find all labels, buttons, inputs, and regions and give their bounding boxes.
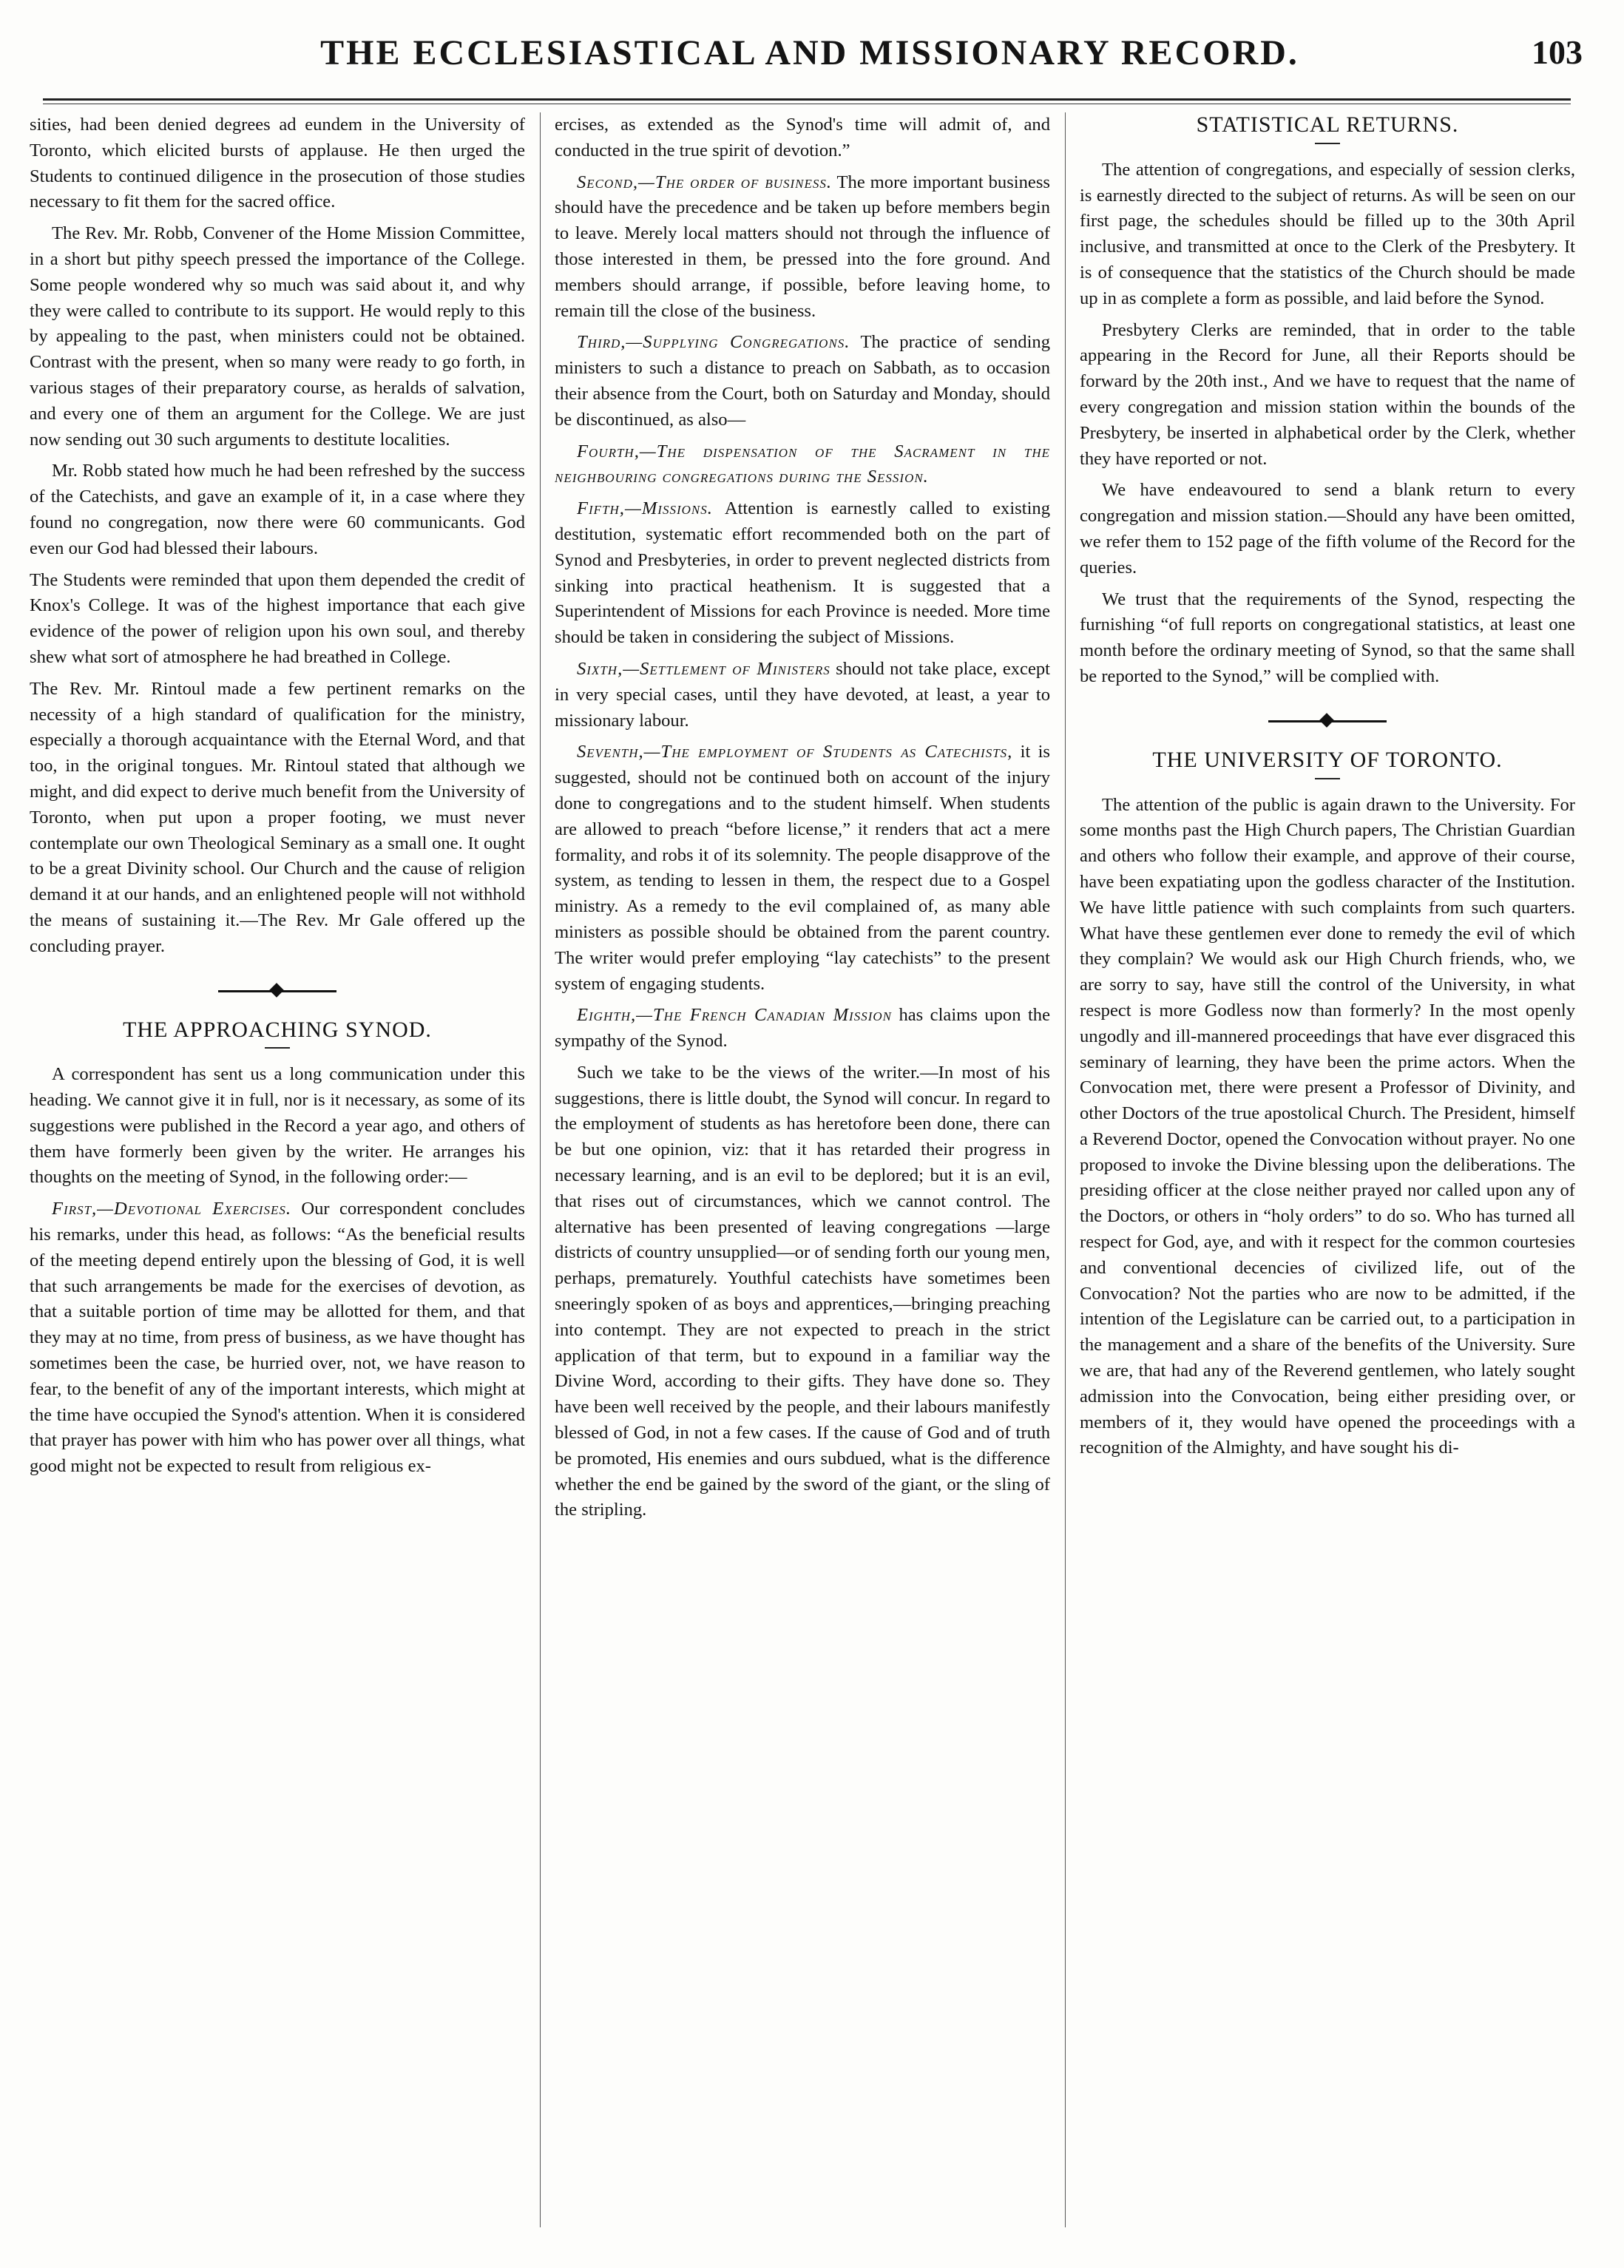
column-1 xyxy=(30,112,525,2242)
heading-rule xyxy=(1315,143,1340,144)
article-paragraph xyxy=(555,657,1050,734)
article-paragraph: ercises, as extended as the Synod's time will admit of, and conducted in the true spirit of devotion.” xyxy=(555,115,1050,160)
article-paragraph: Such we take to be the views of the writer.—In most of his suggestions, there is little doubt, the Synod will concur. In regard to the employment of students as has heretofore been done, there can be but one opinion, viz: that it has retarded their progress in necessary learning, and is an evil to be deplored; but it is an evil, that rises out of circumstances, which we cannot control. The alternative has been presented of leaving congregations —large districts of country unsupplied—or of sending forth our young men, perhaps, prematurely. Youthful catechists have sometimes been sneeringly spoken of as boys and apprentices,—bringing preaching into contempt. They are not expected to preach in the strict application of that term, but to expound in a familiar way the Divine Word, according to their gifts. They have done so. They have been well received by the people, and their labours manifestly blessed of God, in not a few cases. If the cause of God and of truth be promoted, His enemies and ours subdued, what is the difference whether the end be gained by the sword of the giant, or the sling of the stripling. xyxy=(555,1062,1050,1520)
heading-rule xyxy=(265,1047,290,1049)
article-paragraph: The Rev. Mr. Robb, Convener of the Home Mission Committee, in a short but pithy speech pressed the importance of the College. Some people wondered why so much was said about it, and why they were called to contribute to its support. He would reply to this by appealing to the past, when ministers could not be obtained. Contrast with the present, when so many were ready to go forth, in various stages of their preparatory course, as heralds of salvation, and every one of them an argument for the College. We are just now sending out 30 such arguments to destitute localities. xyxy=(30,223,525,450)
heading-rule xyxy=(1315,778,1340,779)
article-paragraph: We trust that the requirements of the Synod, respecting the furnishing “of full reports on congregational statistics, at least one month before the ordinary meeting of Synod, so that the same shall be reported to the Synod,” will be complied with. xyxy=(1080,589,1575,686)
masthead-rule xyxy=(43,98,1571,104)
column-3 xyxy=(1080,112,1575,2242)
article-paragraph xyxy=(555,496,1050,651)
section-heading: STATISTICAL RETURNS. xyxy=(1196,112,1459,137)
item-label: Third,—Supplying Congregations. xyxy=(577,332,850,353)
column-divider xyxy=(540,112,541,2227)
article-paragraph xyxy=(555,170,1050,325)
article-paragraph xyxy=(555,439,1050,491)
article-paragraph: A correspondent has sent us a long communication under this heading. We cannot give it in full, nor is it necessary, as some of its suggestions were published in the Record a year ago, and others of them have formerly been given by the writer. He arranges his thoughts on the meeting of Synod, in the following order:— xyxy=(30,1064,525,1188)
item-label: Fifth,—Missions. xyxy=(577,498,713,519)
item-text: should not take place, except in very special cases, until they have devoted, at least, a year to missionary labour. xyxy=(555,658,1050,731)
masthead xyxy=(30,33,1590,89)
item-label: Eighth,—The French Canadian Mission xyxy=(577,1005,892,1026)
item-text: it is suggested, should not be continued both on account of the injury done to congregations and to the student himself. When students are allowed to preach “before license,” it renders that act a mere formality, and robs it of its solemnity. The people disapprove of the system, as tending to lessen in them, the respect due to a Gospel ministry. As a remedy to the evil complained of, as many able ministers as possible should be obtained from the parent country. The writer would prefer employing “lay catechists” to the present system of engaging students. xyxy=(555,742,1050,994)
article-paragraph: The attention of the public is again drawn to the University. For some months past the High Church papers, The Christian Guardian and others who follow their example, and approve of their course, have been expatiating upon the godless character of the Institution. We have little patience with such complaints from such quarters. What have these gentlemen ever done to remedy the evil of which they complain? We would ask our High Church friends, who, we are sorry to say, have still the control of the University, in what respect is more Godless now than formerly? In the most openly ungodly and ill-mannered proceedings that have ever disgraced this seminary of learning, they have been the prime actors. When the Convocation met, there were present a Professor of Divinity, and other Doctors of the true apostolical Church. The President, himself a Reverend Doctor, opened the Convocation without prayer. No one proposed to invoke the Divine blessing upon the deliberations. The presiding officer at the close neither prayed nor called upon any of the Doctors, or others in “holy orders” to do so. Who has turned all respect for God, aye, and with it respect for the common courtesies and conventional decencies of civilized life, out of the Convocation? Not the parties who are now to be admitted, if the intention of the Legislature can be carried out, to a participation in the management and a share of the benefits of the University. Sure we are, that had any of the Reverend gentlemen, who lately sought admission into the Convocation, being either presiding over, or members of it, they would have opened the proceedings with a recognition of the Almighty, and have sought his di- xyxy=(1080,794,1575,1458)
item-text: The more important business should have the precedence and be taken up before members begin to leave. Merely local matters should not through the influence of those interested in them, be pressed into the fore ground. And members should arrange, if possible, before leaving home, to remain till the close of the business. xyxy=(555,172,1050,321)
article-paragraph xyxy=(555,1003,1050,1055)
section-heading: THE APPROACHING SYNOD. xyxy=(123,1017,432,1042)
page-number: 103 xyxy=(1532,33,1583,71)
item-label: Sixth,—Settlement of Ministers xyxy=(577,658,830,679)
article-paragraph: The attention of congregations, and especially of session clerks, is earnestly directed to the subject of returns. As will be seen on our first page, the schedules should be filled up to the 30th April inclusive, and transmitted at once to the Clerk of the Presbytery. It is of consequence that the statistics of the Church should be made up in as complete a form as possible, and laid before the Synod. xyxy=(1080,159,1575,308)
item-text: Attention is earnestly called to existing destitution, systematic effort recommended both on the part of Synod and Presbyteries, in order to prevent neglected districts from sinking into practical heathenism. It is suggested that a Superintendent of Missions for each Province is needed. More time should be taken in considering the subject of Missions. xyxy=(555,498,1050,648)
article-paragraph xyxy=(30,1196,525,1480)
article-paragraph: Mr. Robb stated how much he had been refreshed by the success of the Catechists, and gave an example of it, in a case where they found no congregation, now there were 60 communicants. God even our God had blessed their labours. xyxy=(30,461,525,558)
item-label: Seventh,—The employment of Students as Catechists, xyxy=(577,742,1013,762)
item-text: has claims upon the sympathy of the Synod. xyxy=(555,1005,1050,1052)
column-divider xyxy=(1065,112,1066,2227)
item-label: Second,—The order of business. xyxy=(577,172,833,192)
article-paragraph: Presbytery Clerks are reminded, that in order to the table appearing in the Record for June, all their Reports should be forward by the 20th inst., And we have to request that the name of every congregation and mission station within the bounds of the Presbytery, be inserted in alphabetical order by the Clerk, whether they have reported or not. xyxy=(1080,319,1575,469)
item-text: Our correspondent concludes his remarks, under this head, as follows: “As the beneficial results of the meeting depend entirely upon the blessing of God, it is well that such arrangements be made for the exercises of devotion, as that a suitable portion of time may be allotted for them, and that they may at no time, from press of business, as we have thought has sometimes been the case, be hurried over, not, we have reason to fear, to the benefit of any of the important interests, which might at the time have occupied the Synod's attention. When it is considered that prayer has power with him who has power over all things, what good might not be expected to result from religious ex- xyxy=(30,1199,525,1477)
section-ornament xyxy=(218,982,336,1000)
item-text: The practice of sending ministers to such a distance to preach on Sabbath, as to occasion their absence from the Court, both on Saturday and Monday, should be discontinued, as also— xyxy=(555,332,1050,430)
item-label: First,—Devotional Exercises. xyxy=(52,1199,291,1219)
item-label: Fourth,—The dispensation of the Sacrament in the neighbouring congregations during the Session. xyxy=(555,441,1050,487)
article-paragraph xyxy=(555,330,1050,433)
column-2 xyxy=(555,112,1050,2242)
section-ornament xyxy=(1268,712,1387,730)
article-paragraph xyxy=(555,739,1050,997)
article-paragraph: We have endeavoured to send a blank return to every congregation and mission station.—Should any have been omitted, we refer them to 152 page of the fifth volume of the Record for the queries. xyxy=(1080,480,1575,578)
article-paragraph: The Students were reminded that upon them depended the credit of Knox's College. It was of the highest importance that each give evidence of the power of religion upon his own soul, and thereby shew what sort of atmosphere he had breathed in College. xyxy=(30,569,525,667)
masthead-title: THE ECCLESIASTICAL AND MISSIONARY RECORD. xyxy=(320,33,1299,72)
article-paragraph: The Rev. Mr. Rintoul made a few pertinent remarks on the necessity of a high standard of qualification for the ministry, especially a thorough acquaintance with the Eternal Word, and that too, in the original tongues. Mr. Rintoul stated that although we might, and did expect to derive much benefit from the University of Toronto, when put upon a proper footing, we must never contemplate our own Theological Seminary as a small one. It ought to be a great Divinity school. Our Church and the cause of religion demand it at our hands, and an enlightened people will not withhold the means of sustaining it.—The Rev. Mr Gale offered up the concluding prayer. xyxy=(30,678,525,956)
section-heading: THE UNIVERSITY OF TORONTO. xyxy=(1152,747,1503,772)
article-paragraph: sities, had been denied degrees ad eundem in the University of Toronto, which elicited bursts of applause. He then urged the Students to continued diligence in the prosecution of those studies necessary to fit them for the sacred office. xyxy=(30,115,525,212)
